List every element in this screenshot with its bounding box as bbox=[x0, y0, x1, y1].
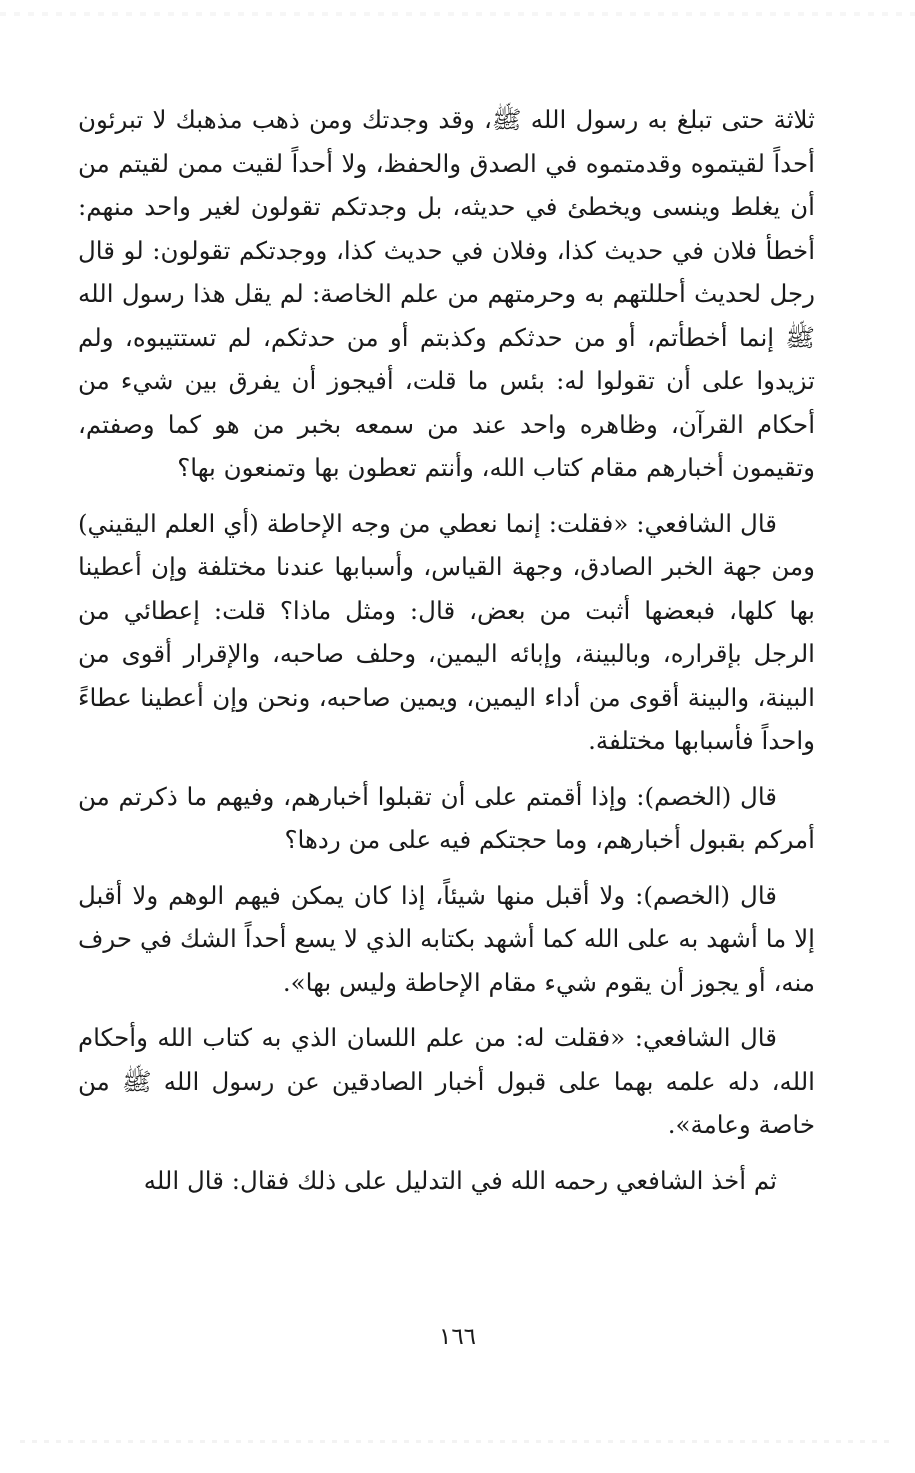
paragraph-6: ثم أخذ الشافعي رحمه الله في التدليل على ذلك فقال: قال الله bbox=[143, 1165, 777, 1195]
paragraph-1: ثلاثة حتى تبلغ به رسول الله ﷺ، وقد وجدتك ومن ذهب مذهبك لا تبرئون أحداً لقيتموه وقدمتموه في الصدق والحفظ، ولا أحداً لقيت ممن لقيتم من أن يغلط وينسى ويخطئ في حديثه، بل وجدتكم تقولون لغير واحد منهم: أخطأ فلان في حديث كذا، وفلان في حديث كذا، ووجدتكم تقولون: لو قال رجل لحديث أحللتهم به وحرمتهم من علم الخاصة: لم يقل هذا رسول الله ﷺ إنما أخطأتم، أو من حدثكم وكذبتم أو من حدثكم، لم تستتيبوه، ولم تزيدوا على أن تقولوا له: بئس ما قلت، أفيجوز أن يفرق بين شيء من أحكام القرآن، وظاهره واحد عند من سمعه بخبر من هو كما وصفتم، وتقيمون أخبارهم مقام كتاب الله، وأنتم تعطون بها وتمنعون بها؟ bbox=[78, 105, 815, 482]
paragraph-4: قال (الخصم): ولا أقبل منها شيئاً، إذا كان يمكن فيهم الوهم ولا أقبل إلا ما أشهد به على الله كما أشهد بكتابه الذي لا يسع أحداً الشك في حرف منه، أو يجوز أن يقوم شيء مقام الإحاطة وليس بها». bbox=[78, 880, 815, 997]
paragraph-3: قال (الخصم): وإذا أقمتم على أن تقبلوا أخبارهم، وفيهم ما ذكرتم من أمركم بقبول أخبارهم، وما حجتكم فيه على من ردها؟ bbox=[78, 781, 815, 854]
paragraph-5: قال الشافعي: «فقلت له: من علم اللسان الذي به كتاب الله وأحكام الله، دله علمه بهما على قبول أخبار الصادقين عن رسول الله ﷺ من خاصة وعامة». bbox=[78, 1023, 815, 1139]
scan-edge-bottom bbox=[20, 1440, 895, 1443]
page-number: ١٦٦ bbox=[438, 1324, 477, 1350]
paragraph-2: قال الشافعي: «فقلت: إنما نعطي من وجه الإحاطة (أي العلم اليقيني) ومن جهة الخبر الصادق، وجهة القياس، وأسبابها عندنا مختلفة وإن أعطينا بها كلها، فبعضها أثبت من بعض، قال: ومثل ماذا؟ قلت: إعطائي من الرجل بإقراره، وبالبينة، وإبائه اليمين، وحلف صاحبه، والإقرار أقوى من البينة، والبينة أقوى من أداء اليمين، ويمين صاحبه، ونحن وإن أعطينا عطاءً واحداً فأسبابها مختلفة. bbox=[78, 508, 815, 755]
scan-edge-top bbox=[0, 12, 915, 16]
body-text bbox=[78, 98, 815, 1214]
